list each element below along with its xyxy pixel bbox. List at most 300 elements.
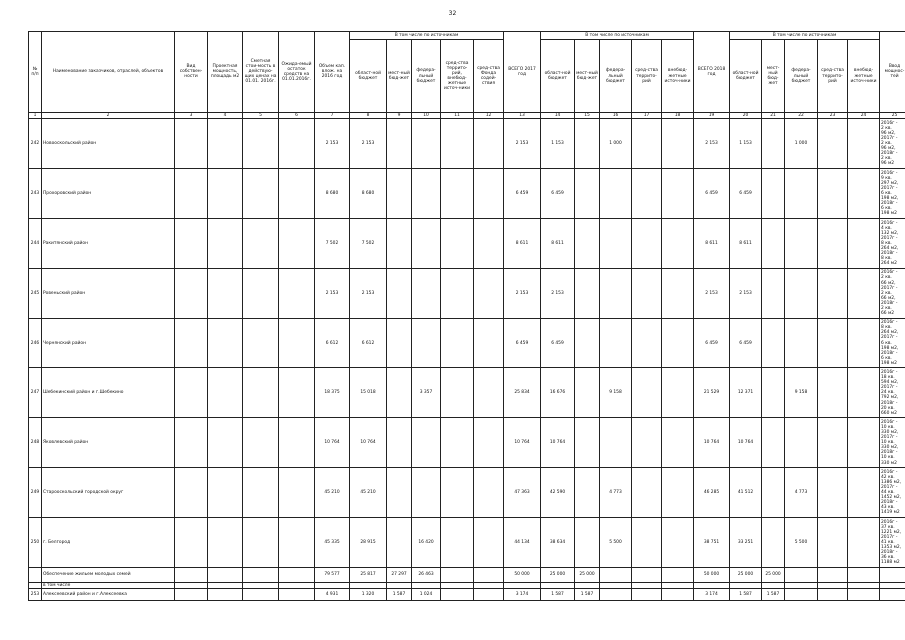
last-t2017: 3 174 bbox=[504, 589, 541, 601]
empty-cell bbox=[818, 468, 848, 518]
cell-num: 247 bbox=[29, 368, 42, 418]
empty-cell bbox=[243, 368, 279, 418]
empty-cell bbox=[441, 468, 474, 518]
empty-cell bbox=[662, 218, 694, 268]
cell-t2017: 2 153 bbox=[504, 119, 541, 169]
column-number: 7 bbox=[315, 112, 350, 118]
cell-intro: 2016г - 2 кв. 96 м2, 2017г - 2 кв. 96 м2, 2018г - 2 кв. 96 м2 bbox=[880, 119, 905, 169]
cell-t2017: 10 764 bbox=[504, 418, 541, 468]
empty-cell bbox=[848, 268, 880, 318]
empty-cell bbox=[818, 218, 848, 268]
cell-intro: 2016г - 9 кв. 297 м2, 2017г - 6 кв. 198 м2, 2018г - 6 кв. 198 м2 bbox=[880, 168, 905, 218]
empty-cell bbox=[474, 218, 504, 268]
empty-cell bbox=[848, 418, 880, 468]
cell-f2018 bbox=[785, 168, 818, 218]
cell-l2016 bbox=[387, 218, 412, 268]
empty-cell bbox=[662, 268, 694, 318]
header-fund-2016: сред-ства Фонда содей-ствия bbox=[474, 40, 504, 112]
cell-r2017: 38 634 bbox=[541, 518, 575, 568]
cell-f2016 bbox=[412, 418, 441, 468]
cell-f2017: 4 773 bbox=[600, 468, 632, 518]
total-t2018: 50 000 bbox=[694, 568, 730, 583]
empty-cell bbox=[632, 468, 662, 518]
empty-cell bbox=[208, 119, 243, 169]
empty-cell bbox=[208, 168, 243, 218]
cell-f2018 bbox=[785, 218, 818, 268]
empty-cell bbox=[208, 368, 243, 418]
total-r2016: 25 817 bbox=[350, 568, 387, 583]
empty-cell bbox=[175, 268, 208, 318]
column-number: 16 bbox=[600, 112, 632, 118]
table-row bbox=[29, 468, 905, 518]
header-name: Наименование заказчиков, отраслей, объектов bbox=[42, 32, 175, 113]
cell-f2017: 9 158 bbox=[600, 368, 632, 418]
empty-cell bbox=[848, 168, 880, 218]
empty-cell bbox=[175, 518, 208, 568]
table-row bbox=[29, 318, 905, 368]
cell-r2016: 28 915 bbox=[350, 518, 387, 568]
cell-r2016: 10 764 bbox=[350, 418, 387, 468]
cell-r2017: 10 764 bbox=[541, 418, 575, 468]
empty-cell bbox=[818, 119, 848, 169]
cell-v2016: 6 612 bbox=[315, 318, 350, 368]
cell-l2016 bbox=[387, 468, 412, 518]
header-capacity: Проектная мощность, площадь м2 bbox=[208, 32, 243, 113]
cell-name: Шебекинский район и г.Шебекино bbox=[42, 368, 175, 418]
cell-intro: 2016г - 18 кв. 594 м2, 2017г - 24 кв. 792 м2, 2018г - 20 кв. 660 м2 bbox=[880, 368, 905, 418]
empty-cell bbox=[441, 268, 474, 318]
total-v2016: 79 577 bbox=[315, 568, 350, 583]
cell-l2018 bbox=[762, 418, 785, 468]
cell-v2016: 45 335 bbox=[315, 518, 350, 568]
empty-cell bbox=[175, 468, 208, 518]
cell-t2017: 6 459 bbox=[504, 168, 541, 218]
cell-r2016: 2 153 bbox=[350, 119, 387, 169]
empty-cell bbox=[662, 418, 694, 468]
header-federal-2016: федера-льный бюджет bbox=[412, 40, 441, 112]
empty-cell bbox=[175, 119, 208, 169]
cell-l2018 bbox=[762, 119, 785, 169]
header-total-2017: ВСЕГО 2017 год bbox=[504, 32, 541, 113]
empty-cell bbox=[243, 218, 279, 268]
cell-r2017: 1 153 bbox=[541, 119, 575, 169]
empty-cell bbox=[818, 168, 848, 218]
header-total-2018: ВСЕГО 2018 год bbox=[694, 32, 730, 113]
last-r2017: 1 587 bbox=[541, 589, 575, 601]
cell-t2018: 21 529 bbox=[694, 368, 730, 418]
cell-f2018: 9 158 bbox=[785, 368, 818, 418]
empty-cell bbox=[279, 168, 315, 218]
cell-f2016: 16 420 bbox=[412, 518, 441, 568]
cell-l2018 bbox=[762, 268, 785, 318]
empty-cell bbox=[441, 518, 474, 568]
cell-t2018: 2 153 bbox=[694, 268, 730, 318]
cell-f2016: 3 357 bbox=[412, 368, 441, 418]
table-row bbox=[29, 418, 905, 468]
cell-t2018: 10 764 bbox=[694, 418, 730, 468]
cell-num: 245 bbox=[29, 268, 42, 318]
cell-l2017 bbox=[575, 468, 600, 518]
empty-cell bbox=[243, 168, 279, 218]
empty-cell bbox=[243, 268, 279, 318]
empty-cell bbox=[474, 168, 504, 218]
cell-r2018: 2 153 bbox=[730, 268, 762, 318]
empty-cell bbox=[632, 318, 662, 368]
empty-cell bbox=[632, 119, 662, 169]
empty-cell bbox=[632, 168, 662, 218]
cell-num: 248 bbox=[29, 418, 42, 468]
cell-l2017 bbox=[575, 318, 600, 368]
empty-cell bbox=[208, 318, 243, 368]
cell-r2018: 6 459 bbox=[730, 168, 762, 218]
cell-l2016 bbox=[387, 318, 412, 368]
column-number: 13 bbox=[504, 112, 541, 118]
cell-f2018: 5 500 bbox=[785, 518, 818, 568]
empty-cell bbox=[818, 418, 848, 468]
empty-cell bbox=[818, 518, 848, 568]
cell-t2018: 6 459 bbox=[694, 168, 730, 218]
cell-name: Новооскольский район bbox=[42, 119, 175, 169]
cell-f2017 bbox=[600, 218, 632, 268]
cell-r2016: 15 018 bbox=[350, 368, 387, 418]
cell-num: 250 bbox=[29, 518, 42, 568]
header-extra-2018: внебюд-жетные источ-ники bbox=[848, 40, 880, 112]
cell-t2017: 47 363 bbox=[504, 468, 541, 518]
cell-name: Яковлевский район bbox=[42, 418, 175, 468]
empty-cell bbox=[279, 119, 315, 169]
header-group-2018: В том числе по источникам bbox=[730, 32, 880, 40]
cell-r2016: 2 153 bbox=[350, 268, 387, 318]
cell-r2017: 16 676 bbox=[541, 368, 575, 418]
cell-intro: 2016г - 10 кв. 330 м2, 2017г - 10 кв. 330 м2, 2018г - 10 кв. 330 м2 bbox=[880, 418, 905, 468]
empty-cell bbox=[474, 518, 504, 568]
cell-t2018: 8 611 bbox=[694, 218, 730, 268]
cell-l2018 bbox=[762, 218, 785, 268]
cell-f2016 bbox=[412, 318, 441, 368]
cell-l2016 bbox=[387, 168, 412, 218]
empty-cell bbox=[632, 368, 662, 418]
last-f2018 bbox=[785, 589, 818, 601]
total-t2017: 50 000 bbox=[504, 568, 541, 583]
cell-f2017 bbox=[600, 268, 632, 318]
cell-num: 243 bbox=[29, 168, 42, 218]
table-row bbox=[29, 368, 905, 418]
empty-cell bbox=[243, 518, 279, 568]
header-local-2017: мест-ный бюд-жет bbox=[575, 40, 600, 112]
cell-r2018: 12 371 bbox=[730, 368, 762, 418]
empty-cell bbox=[279, 468, 315, 518]
empty-cell bbox=[243, 468, 279, 518]
cell-f2016 bbox=[412, 268, 441, 318]
cell-t2017: 6 459 bbox=[504, 318, 541, 368]
empty-cell bbox=[441, 318, 474, 368]
last-v2016: 4 931 bbox=[315, 589, 350, 601]
column-number: 2 bbox=[42, 112, 175, 118]
cell-f2017: 5 500 bbox=[600, 518, 632, 568]
empty-cell bbox=[441, 418, 474, 468]
empty-cell bbox=[279, 268, 315, 318]
column-number: 14 bbox=[541, 112, 575, 118]
empty-cell bbox=[662, 318, 694, 368]
cell-f2016 bbox=[412, 119, 441, 169]
header-group-2016: В том числе по источникам bbox=[350, 32, 504, 40]
table-row bbox=[29, 119, 905, 169]
column-number: 22 bbox=[785, 112, 818, 118]
last-l2018: 1 587 bbox=[762, 589, 785, 601]
empty-cell bbox=[175, 218, 208, 268]
cell-f2018 bbox=[785, 418, 818, 468]
total-f2016: 26 463 bbox=[412, 568, 441, 583]
empty-cell bbox=[208, 418, 243, 468]
cell-l2017 bbox=[575, 168, 600, 218]
header-terr-2018: сред-ства террито-рий bbox=[818, 40, 848, 112]
empty-cell bbox=[848, 468, 880, 518]
cell-t2017: 25 834 bbox=[504, 368, 541, 418]
total-f2018 bbox=[785, 568, 818, 583]
cell-l2018 bbox=[762, 518, 785, 568]
investment-table bbox=[28, 31, 905, 601]
last-l2017: 1 587 bbox=[575, 589, 600, 601]
cell-l2017 bbox=[575, 218, 600, 268]
empty-cell bbox=[632, 418, 662, 468]
total-r2017: 25 000 bbox=[541, 568, 575, 583]
cell-t2017: 44 134 bbox=[504, 518, 541, 568]
cell-r2017: 6 459 bbox=[541, 168, 575, 218]
cell-t2018: 6 459 bbox=[694, 318, 730, 368]
header-local-2016: мест-ный бюд-жет bbox=[387, 40, 412, 112]
cell-l2017 bbox=[575, 268, 600, 318]
column-number: 18 bbox=[662, 112, 694, 118]
header-federal-2018: федера-льный бюджет bbox=[785, 40, 818, 112]
empty-cell bbox=[818, 268, 848, 318]
table-row bbox=[29, 268, 905, 318]
cell-f2017 bbox=[600, 168, 632, 218]
cell-r2016: 8 680 bbox=[350, 168, 387, 218]
header-num: № п/п bbox=[29, 32, 42, 113]
last-t2018: 3 174 bbox=[694, 589, 730, 601]
cell-name: Ракитянский район bbox=[42, 218, 175, 268]
cell-l2016 bbox=[387, 418, 412, 468]
table-row bbox=[29, 218, 905, 268]
empty-cell bbox=[175, 318, 208, 368]
empty-cell bbox=[662, 518, 694, 568]
cell-name: Старооскольский городской округ bbox=[42, 468, 175, 518]
total-l2016: 27 297 bbox=[387, 568, 412, 583]
cell-t2018: 46 285 bbox=[694, 468, 730, 518]
empty-cell bbox=[208, 518, 243, 568]
empty-cell bbox=[208, 218, 243, 268]
empty-cell bbox=[632, 268, 662, 318]
total-row-name: Обеспечение жильем молодых семей bbox=[42, 568, 175, 583]
cell-l2016 bbox=[387, 119, 412, 169]
cell-r2018: 1 153 bbox=[730, 119, 762, 169]
last-r2018: 1 587 bbox=[730, 589, 762, 601]
cell-r2018: 8 611 bbox=[730, 218, 762, 268]
cell-r2016: 7 502 bbox=[350, 218, 387, 268]
empty-cell bbox=[662, 168, 694, 218]
header-expected: Ожида-емый остаток средств на 01.01.2016г. bbox=[279, 32, 315, 113]
cell-v2016: 18 375 bbox=[315, 368, 350, 418]
cell-f2016 bbox=[412, 468, 441, 518]
empty-cell bbox=[848, 218, 880, 268]
cell-l2017 bbox=[575, 368, 600, 418]
header-volume: Объем кап. влож. на 2016 год bbox=[315, 32, 350, 113]
last-row bbox=[29, 589, 905, 601]
cell-v2016: 7 502 bbox=[315, 218, 350, 268]
empty-cell bbox=[279, 218, 315, 268]
cell-v2016: 45 210 bbox=[315, 468, 350, 518]
column-number: 5 bbox=[243, 112, 279, 118]
cell-l2017 bbox=[575, 518, 600, 568]
cell-l2018 bbox=[762, 318, 785, 368]
column-number: 6 bbox=[279, 112, 315, 118]
column-number: 20 bbox=[730, 112, 762, 118]
header-group-2017: В том числе по источникам bbox=[541, 32, 694, 40]
cell-v2016: 2 153 bbox=[315, 268, 350, 318]
column-number: 24 bbox=[848, 112, 880, 118]
empty-cell bbox=[848, 318, 880, 368]
cell-t2017: 2 153 bbox=[504, 268, 541, 318]
cell-num: 249 bbox=[29, 468, 42, 518]
column-number: 19 bbox=[694, 112, 730, 118]
cell-t2018: 2 153 bbox=[694, 119, 730, 169]
column-number: 3 bbox=[175, 112, 208, 118]
empty-cell bbox=[243, 119, 279, 169]
table-row bbox=[29, 168, 905, 218]
cell-name: Прохоровский район bbox=[42, 168, 175, 218]
cell-l2017 bbox=[575, 119, 600, 169]
column-number: 17 bbox=[632, 112, 662, 118]
header-regional-2018: област-ной бюджет bbox=[730, 40, 762, 112]
last-f2016: 1 024 bbox=[412, 589, 441, 601]
empty-cell bbox=[441, 218, 474, 268]
empty-cell bbox=[474, 468, 504, 518]
total-l2018: 25 000 bbox=[762, 568, 785, 583]
cell-f2018: 1 000 bbox=[785, 119, 818, 169]
empty-cell bbox=[662, 468, 694, 518]
cell-l2017 bbox=[575, 418, 600, 468]
empty-cell bbox=[848, 518, 880, 568]
cell-v2016: 8 680 bbox=[315, 168, 350, 218]
cell-f2016 bbox=[412, 218, 441, 268]
cell-r2018: 10 764 bbox=[730, 418, 762, 468]
cell-num: 246 bbox=[29, 318, 42, 368]
header-terr-2016: сред-ства террито-рий, внебюд-жетные источ-ники bbox=[441, 40, 474, 112]
cell-t2018: 38 751 bbox=[694, 518, 730, 568]
empty-cell bbox=[243, 418, 279, 468]
empty-cell bbox=[474, 368, 504, 418]
total-f2017 bbox=[600, 568, 632, 583]
empty-cell bbox=[818, 318, 848, 368]
cell-name: г. Белгород bbox=[42, 518, 175, 568]
cell-l2016 bbox=[387, 268, 412, 318]
page-number: 32 bbox=[448, 10, 457, 17]
cell-r2016: 6 612 bbox=[350, 318, 387, 368]
cell-f2017 bbox=[600, 318, 632, 368]
empty-cell bbox=[474, 119, 504, 169]
cell-name: Ровеньский район bbox=[42, 268, 175, 318]
empty-cell bbox=[474, 318, 504, 368]
last-l2016: 1 587 bbox=[387, 589, 412, 601]
cell-v2016: 10 764 bbox=[315, 418, 350, 468]
empty-cell bbox=[848, 119, 880, 169]
column-number: 21 bbox=[762, 112, 785, 118]
column-number: 1 bbox=[29, 112, 42, 118]
total-l2017: 25 000 bbox=[575, 568, 600, 583]
empty-cell bbox=[175, 168, 208, 218]
last-row-num: 253 bbox=[29, 589, 42, 601]
cell-num: 244 bbox=[29, 218, 42, 268]
cell-f2018 bbox=[785, 268, 818, 318]
cell-name: Чернянский район bbox=[42, 318, 175, 368]
empty-cell bbox=[474, 268, 504, 318]
empty-cell bbox=[632, 218, 662, 268]
header-federal-2017: федера-льный бюджет bbox=[600, 40, 632, 112]
column-number: 10 bbox=[412, 112, 441, 118]
total-r2018: 25 000 bbox=[730, 568, 762, 583]
empty-cell bbox=[279, 518, 315, 568]
sub-row-name: в том числе bbox=[42, 582, 175, 588]
total-row bbox=[29, 568, 905, 583]
empty-cell bbox=[208, 268, 243, 318]
cell-t2017: 8 611 bbox=[504, 218, 541, 268]
cell-r2018: 33 251 bbox=[730, 518, 762, 568]
last-f2017 bbox=[600, 589, 632, 601]
cell-f2017: 1 000 bbox=[600, 119, 632, 169]
column-number: 8 bbox=[350, 112, 387, 118]
column-number: 4 bbox=[208, 112, 243, 118]
header-regional-2016: област-ной бюджет bbox=[350, 40, 387, 112]
empty-cell bbox=[848, 368, 880, 418]
empty-cell bbox=[474, 418, 504, 468]
column-number: 15 bbox=[575, 112, 600, 118]
empty-cell bbox=[662, 119, 694, 169]
cell-r2018: 6 459 bbox=[730, 318, 762, 368]
cell-v2016: 2 153 bbox=[315, 119, 350, 169]
empty-cell bbox=[818, 368, 848, 418]
empty-cell bbox=[243, 318, 279, 368]
empty-cell bbox=[441, 119, 474, 169]
header-terr-2017: сред-ства террито-рий bbox=[632, 40, 662, 112]
cell-r2018: 41 512 bbox=[730, 468, 762, 518]
cell-r2017: 8 611 bbox=[541, 218, 575, 268]
last-r2016: 1 320 bbox=[350, 589, 387, 601]
cell-l2016 bbox=[387, 518, 412, 568]
cell-intro: 2016г - 37 кв. 1221 м2, 2017г - 41 кв. 1353 м2, 2018г - 36 кв. 1188 м2 bbox=[880, 518, 905, 568]
empty-cell bbox=[279, 318, 315, 368]
empty-cell bbox=[441, 368, 474, 418]
header-commissioning: Ввод мощнос-тей bbox=[880, 32, 905, 113]
cell-l2016 bbox=[387, 368, 412, 418]
cell-intro: 2016г - 42 кв. 1386 м2, 2017г - 44 кв. 1452 м2, 2018г - 43 кв. 1419 м2 bbox=[880, 468, 905, 518]
cell-intro: 2016г - 4 кв. 132 м2, 2017г - 8 кв. 264 м2, 2018г - 8 кв. 264 м2 bbox=[880, 218, 905, 268]
cell-l2018 bbox=[762, 468, 785, 518]
cell-f2018: 4 773 bbox=[785, 468, 818, 518]
empty-cell bbox=[208, 468, 243, 518]
cell-r2017: 6 459 bbox=[541, 318, 575, 368]
cell-intro: 2016г - 2 кв. 66 м2, 2017г - 2 кв. 66 м2, 2018г - 2 кв. 66 м2 bbox=[880, 268, 905, 318]
cell-intro: 2016г - 8 кв. 264 м2, 2017г - 6 кв. 198 м2, 2018г - 6 кв. 198 м2 bbox=[880, 318, 905, 368]
column-number: 25 bbox=[880, 112, 905, 118]
column-number: 23 bbox=[818, 112, 848, 118]
cell-r2016: 45 210 bbox=[350, 468, 387, 518]
cell-f2017 bbox=[600, 418, 632, 468]
header-local-2018: мест-ный бюд-жет bbox=[762, 40, 785, 112]
column-number: 9 bbox=[387, 112, 412, 118]
cell-r2017: 42 590 bbox=[541, 468, 575, 518]
empty-cell bbox=[632, 518, 662, 568]
table-row bbox=[29, 518, 905, 568]
